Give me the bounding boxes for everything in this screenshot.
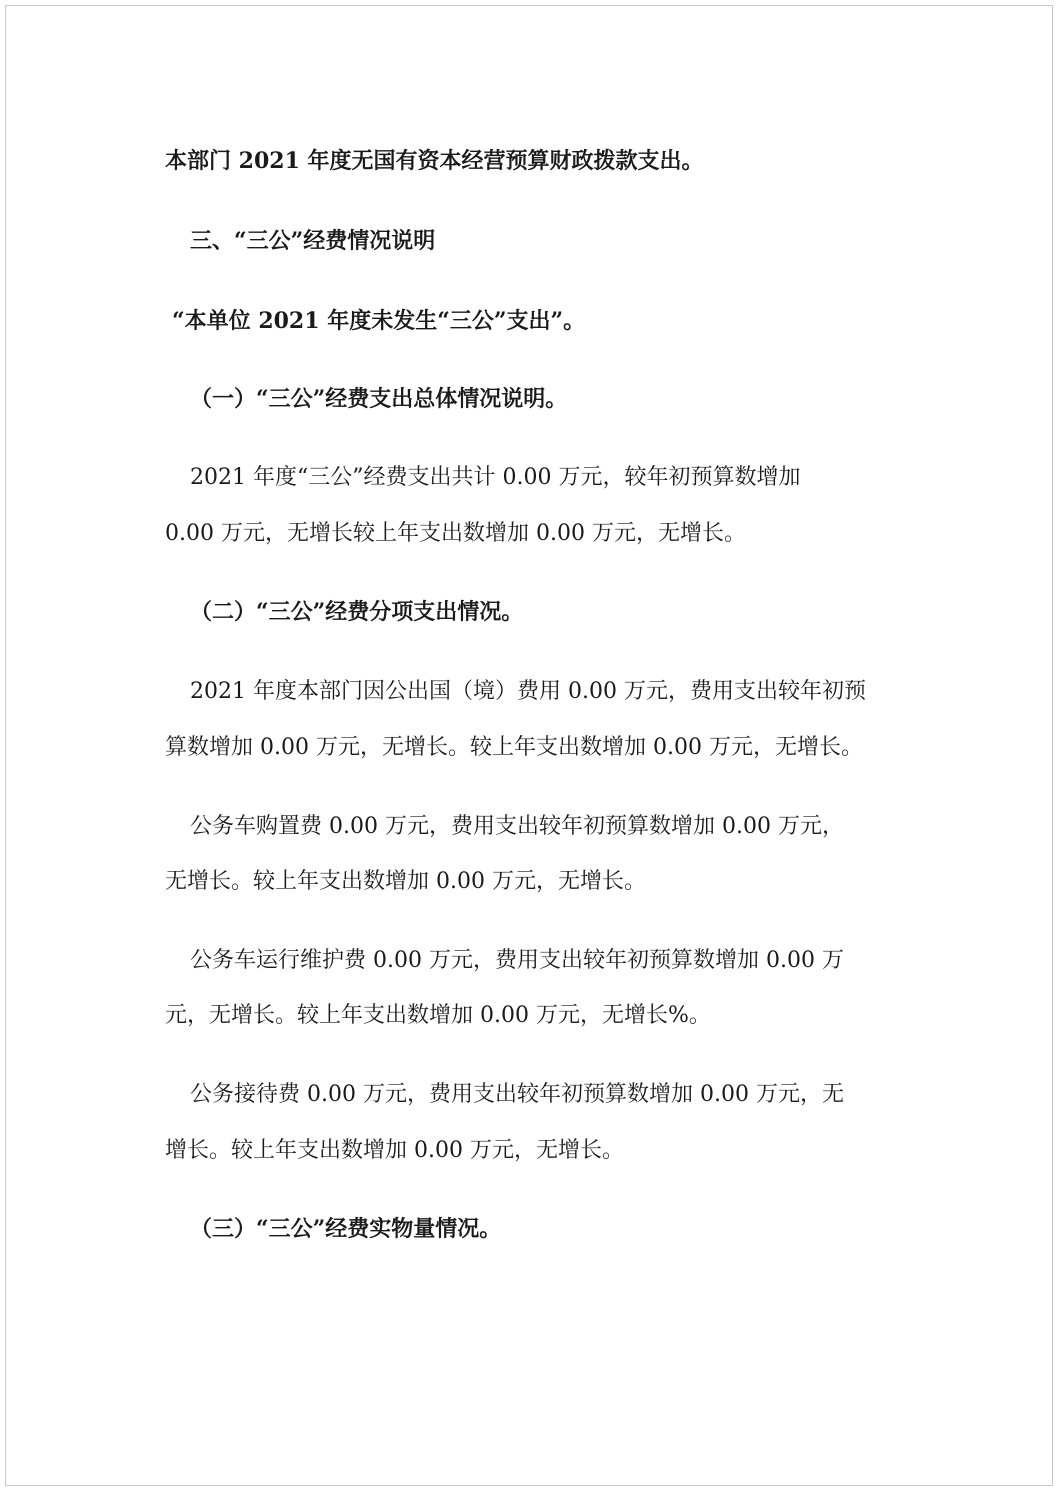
paragraph-line-overseas-travel-2: 算数增加 0.00 万元，无增长。较上年支出数增加 0.00 万元，无增长。 xyxy=(165,735,863,760)
paragraph-line-vehicle-maintenance-1: 公务车运行维护费 0.00 万元，费用支出较年初预算数增加 0.00 万 xyxy=(190,948,844,973)
paragraph-line-vehicle-maintenance-2: 元，无增长。较上年支出数增加 0.00 万元，无增长%。 xyxy=(165,1003,711,1028)
paragraph-line-reception-1: 公务接待费 0.00 万元，费用支出较年初预算数增加 0.00 万元，无 xyxy=(190,1082,844,1107)
paragraph-line-vehicle-purchase-1: 公务车购置费 0.00 万元，费用支出较年初预算数增加 0.00 万元， xyxy=(190,814,844,839)
paragraph-line-total-expenses-2: 0.00 万元，无增长较上年支出数增加 0.00 万元，无增长。 xyxy=(165,521,746,546)
subheading-overall-expenses: （一）“三公”经费支出总体情况说明。 xyxy=(190,386,568,412)
paragraph-line-no-state-capital-budget: 本部门 2021 年度无国有资本经营预算财政拨款支出。 xyxy=(165,148,704,174)
statement-no-three-public-expenses: “本单位 2021 年度未发生“三公”支出”。 xyxy=(172,308,586,334)
paragraph-line-overseas-travel-1: 2021 年度本部门因公出国（境）费用 0.00 万元，费用支出较年初预 xyxy=(190,679,866,704)
paragraph-line-reception-2: 增长。较上年支出数增加 0.00 万元，无增长。 xyxy=(165,1138,624,1163)
subheading-itemized-expenses: （二）“三公”经费分项支出情况。 xyxy=(190,599,524,625)
paragraph-line-vehicle-purchase-2: 无增长。较上年支出数增加 0.00 万元，无增长。 xyxy=(165,869,646,894)
section-heading-three-public-expenses: 三、“三公”经费情况说明 xyxy=(190,228,436,254)
subheading-physical-quantity: （三）“三公”经费实物量情况。 xyxy=(190,1216,502,1242)
paragraph-line-total-expenses-1: 2021 年度“三公”经费支出共计 0.00 万元，较年初预算数增加 xyxy=(190,465,801,490)
